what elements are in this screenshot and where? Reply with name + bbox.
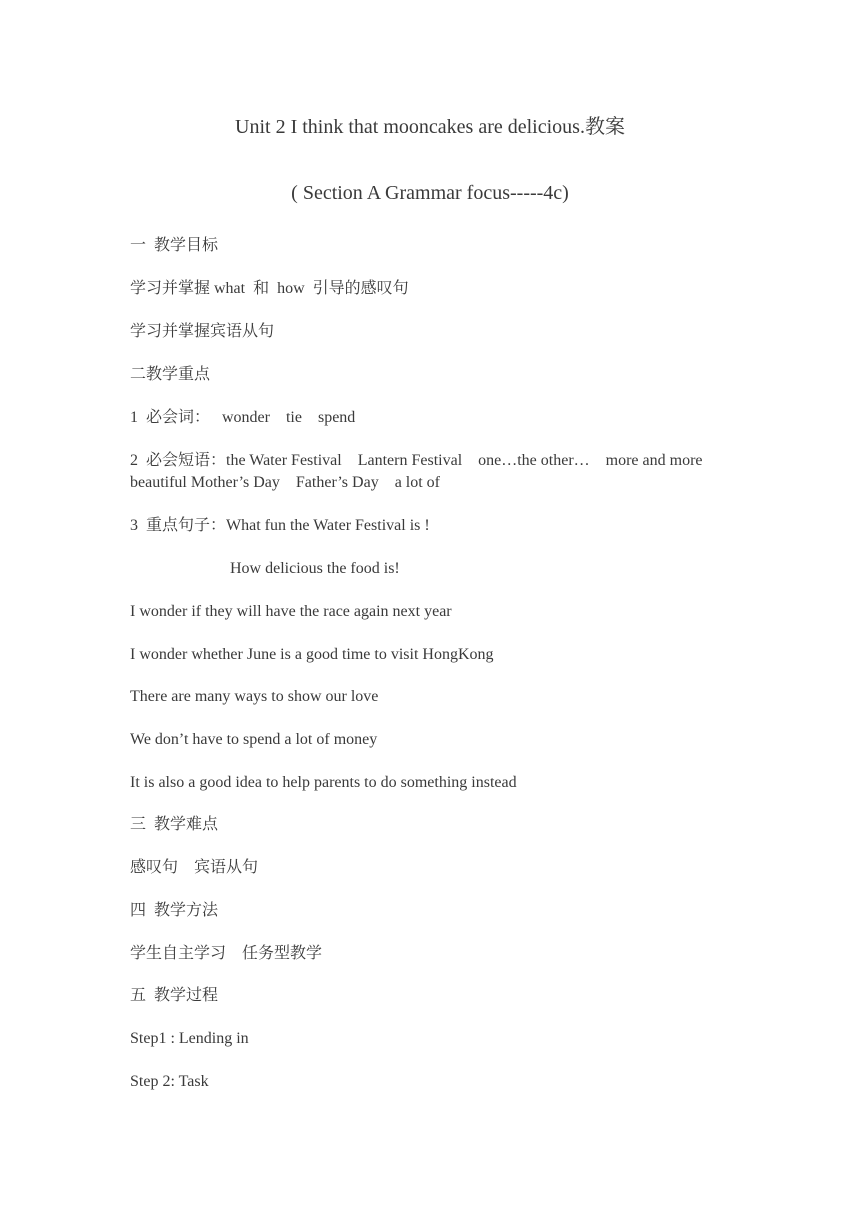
key-point-line: 1 必会词： wonder tie spend bbox=[130, 409, 356, 426]
section-heading-methods: 四 教学方法 bbox=[130, 902, 219, 919]
document-subtitle: ( Section A Grammar focus-----4c) bbox=[291, 182, 569, 204]
section-heading-objectives: 一 教学目标 bbox=[130, 237, 219, 254]
difficulty-line: 感叹句 宾语从句 bbox=[130, 859, 259, 876]
sentence-line: I wonder if they will have the race again next year bbox=[130, 603, 452, 620]
key-point-line: 3 重点句子：What fun the Water Festival is ! bbox=[130, 517, 430, 534]
section-heading-process: 五 教学过程 bbox=[130, 987, 219, 1004]
key-point-line: How delicious the food is! bbox=[130, 560, 400, 577]
sentence-line: I wonder whether June is a good time to visit HongKong bbox=[130, 646, 494, 663]
section-heading-key-points: 二教学重点 bbox=[130, 366, 211, 383]
key-point-line: 2 必会短语：the Water Festival Lantern Festival one…the other… more and more beautiful Mother’s Day Father’s Day a lot of bbox=[130, 452, 707, 491]
process-step: Step1 : Lending in bbox=[130, 1030, 249, 1047]
document-title: Unit 2 I think that mooncakes are delicious.教案 bbox=[235, 116, 625, 138]
sentence-line: It is also a good idea to help parents to do something instead bbox=[130, 774, 517, 791]
objective-line: 学习并掌握宾语从句 bbox=[130, 323, 275, 340]
section-heading-difficulties: 三 教学难点 bbox=[130, 816, 219, 833]
sentence-line: We don’t have to spend a lot of money bbox=[130, 731, 378, 748]
sentence-line: There are many ways to show our love bbox=[130, 688, 379, 705]
objective-line: 学习并掌握 what 和 how 引导的感叹句 bbox=[130, 280, 409, 297]
process-step: Step 2: Task bbox=[130, 1073, 209, 1090]
method-line: 学生自主学习 任务型教学 bbox=[130, 945, 323, 962]
